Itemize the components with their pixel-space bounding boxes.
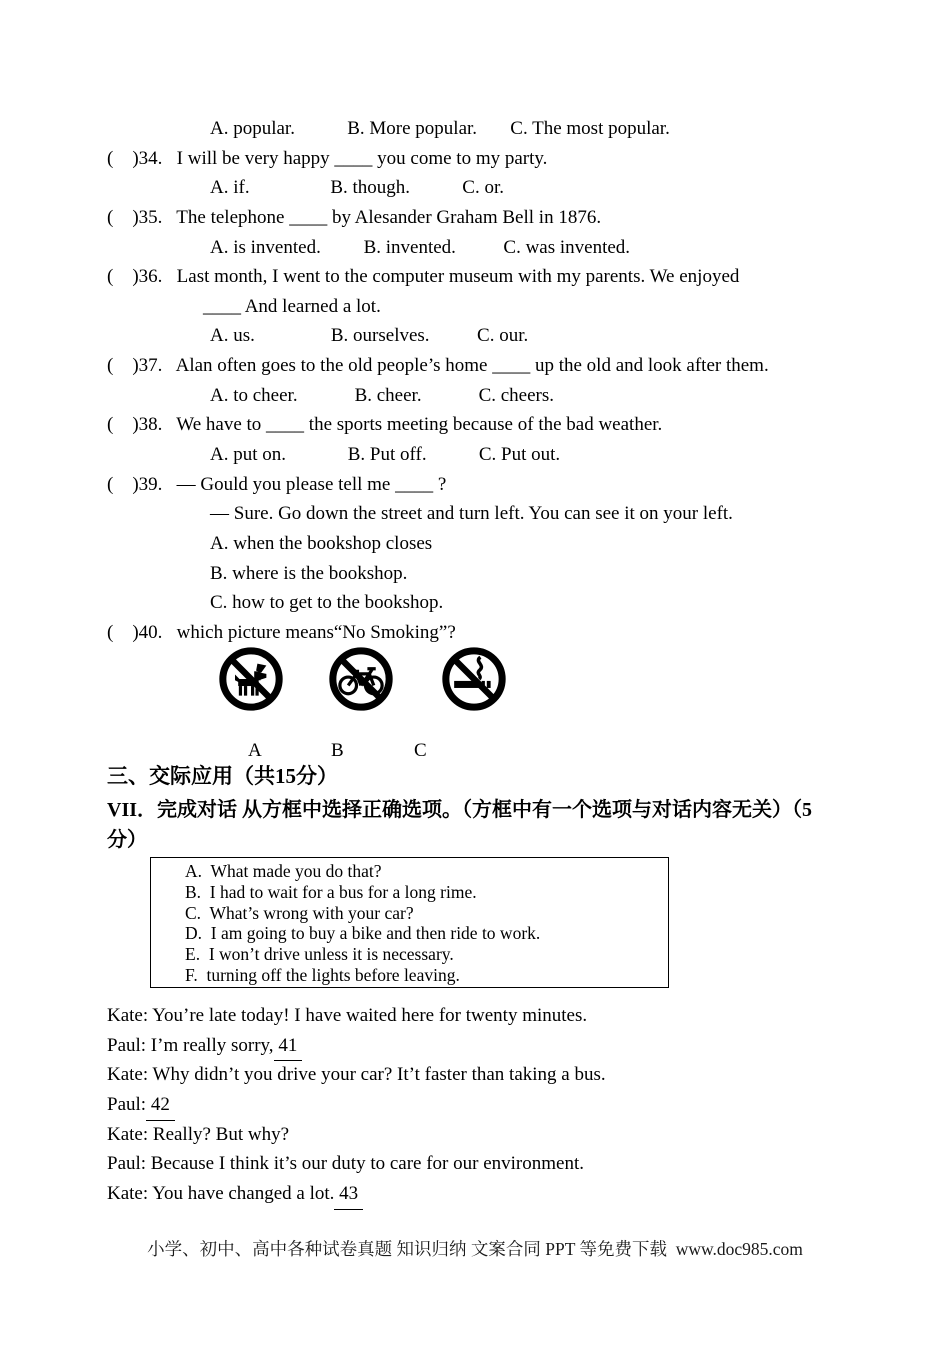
text-line: ____ And learned a lot.	[203, 295, 381, 317]
choice-option: C. What’s wrong with your car?	[185, 902, 414, 923]
sign-label: C	[414, 740, 427, 761]
dialogue-line	[107, 1149, 950, 1179]
text-line: A. us. B. ourselves. C. our.	[210, 325, 529, 347]
text-line: A. to cheer. B. cheer. C. cheers.	[210, 384, 555, 406]
no-dogs-sign-icon	[219, 647, 283, 711]
text-line: A. if. B. though. C. or.	[210, 177, 504, 199]
question-line: ( )39. — Gould you please tell me ____ ?	[107, 473, 447, 495]
dialogue-text: Kate: You have changed a lot.	[107, 1183, 335, 1205]
text-line: C. how to get to the bookshop.	[210, 592, 444, 614]
sign-label: A	[248, 740, 262, 761]
answer-blank: 42	[146, 1090, 175, 1121]
choice-option: D. I am going to buy a bike and then ride to work.	[185, 923, 541, 944]
dialogue-line	[107, 1090, 950, 1120]
dialogue-line	[107, 1179, 950, 1209]
dialogue-text: Paul: I’m really sorry,	[107, 1034, 274, 1056]
dialogue-line	[107, 1120, 950, 1150]
choice-option: A. What made you do that?	[185, 861, 382, 881]
text-line: A. popular. B. More popular. C. The most popular.	[210, 118, 670, 139]
no-bicycles-sign-icon	[329, 647, 393, 711]
dialogue-text: Paul: Because I think it’s our duty to care for our environment.	[107, 1153, 584, 1175]
dialogue-text: Kate: Why didn’t you drive your car? It’t faster than taking a bus.	[107, 1064, 606, 1086]
question-line: ( )38. We have to ____ the sports meeting because of the bad weather.	[107, 414, 663, 436]
no-smoking-sign-icon	[442, 647, 506, 711]
dialogue-text: Paul:	[107, 1094, 147, 1116]
dialogue	[107, 1001, 950, 1209]
question-line: ( )36. Last month, I went to the computer museum with my parents. We enjoyed	[107, 266, 740, 288]
text-line: A. put on. B. Put off. C. Put out.	[210, 444, 561, 466]
question-line: ( )35. The telephone ____ by Alesander Graham Bell in 1876.	[107, 206, 602, 228]
section-heading: 三、交际应用（共15分）	[107, 764, 338, 788]
sign-label: B	[331, 740, 344, 761]
answer-blank: 41	[274, 1031, 303, 1062]
footer-note: 小学、初中、高中各种试卷真题 知识归纳 文案合同 PPT 等免费下载 www.doc985.com	[147, 1239, 803, 1259]
choice-option: B. I had to wait for a bus for a long rime.	[185, 881, 477, 902]
dialogue-line	[107, 1031, 950, 1061]
text-line: B. where is the bookshop.	[210, 562, 408, 584]
answer-blank: 43	[334, 1179, 363, 1210]
question-line: ( )34. I will be very happy ____ you come to my party.	[107, 147, 548, 169]
mc-section	[0, 114, 950, 648]
dialogue-text: Kate: Really? But why?	[107, 1123, 290, 1145]
choice-box	[150, 857, 669, 988]
dialogue-text: Kate: You’re late today! I have waited here for twenty minutes.	[107, 1005, 588, 1026]
question-line: ( )40. which picture means“No Smoking”?	[107, 621, 456, 643]
choice-option: F. turning off the lights before leaving.	[185, 964, 460, 985]
choice-option: E. I won’t drive unless it is necessary.	[185, 944, 454, 965]
question-line: ( )37. Alan often goes to the old people’s home ____ up the old and look after them.	[107, 355, 769, 377]
text-line: A. when the bookshop closes	[210, 532, 433, 554]
dialogue-line	[107, 1001, 950, 1031]
signs-row	[0, 647, 950, 711]
dialogue-line	[107, 1060, 950, 1090]
text-line: — Sure. Go down the street and turn left. You can see it on your left.	[210, 503, 733, 525]
instruction-line-1: VII．完成对话 从方框中选择正确选项。（方框中有一个选项与对话内容无关）（5	[107, 799, 813, 821]
instruction-line-2: 分）	[107, 829, 147, 851]
text-line: A. is invented. B. invented. C. was invented.	[210, 236, 631, 258]
